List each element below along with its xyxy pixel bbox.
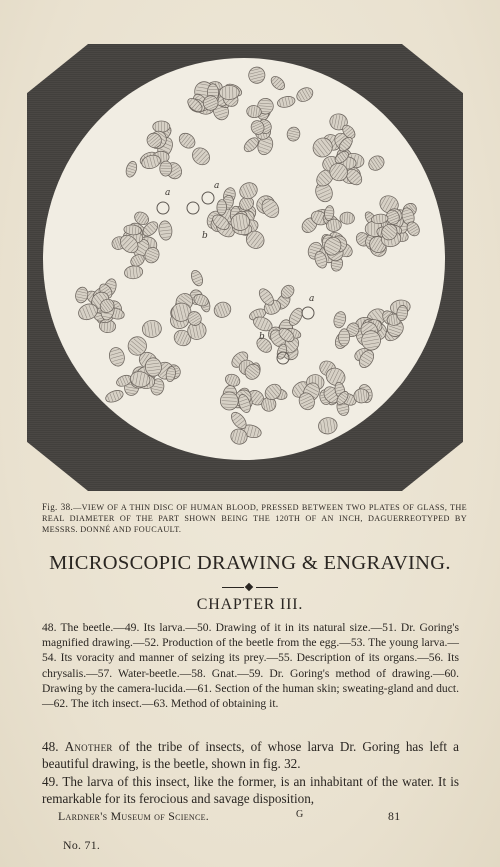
blood-cell: [366, 153, 387, 173]
blood-cell: [158, 220, 173, 240]
figure-caption-text: —VIEW OF A THIN DISC OF HUMAN BLOOD, PRESSED BETWEEN TWO PLATES OF GLASS, THE REAL DIAMETER OF THE PART SHOWN BEING THE 120TH OF AN INCH, DAGUERREOTYPED BY MESSRS. DONNÉ AND FOUCAULT.: [42, 503, 467, 534]
blood-cell: [340, 212, 355, 225]
blood-cell: [247, 65, 267, 85]
blood-cell: [153, 121, 170, 132]
figure-label-a1: a: [165, 188, 171, 198]
issue-number: No. 71.: [63, 838, 101, 852]
blood-cell: [286, 126, 301, 142]
figure-label-a2: a: [214, 181, 220, 191]
blood-cell: [276, 95, 296, 109]
page-number: 81: [388, 809, 401, 823]
synopsis-text: 48. The beetle.—49. Its larva.—50. Drawing of it in its natural size.—51. Dr. Goring's magnified drawing.—52. Production of the beetle from the egg.—53. The young larva.—54. Its voracity and manner of seizing its prey.—55. Description of its organs.—56. Its chrysalis.—57. Water-beetle.—58. Gnat.—59. Dr. Goring's method of drawing.—60. Drawing by the camera-lucida.—61. Section of the human skin; sweating-gland and duct.—62. The itch insect.—63. Method of obtaining it.: [42, 621, 459, 711]
body-text: [42, 738, 459, 807]
paragraph-48: [42, 738, 459, 773]
blood-cell: [224, 372, 242, 388]
blood-cell: [338, 329, 350, 347]
blood-cell: [176, 130, 198, 151]
ring-cell: [157, 202, 169, 214]
ring-cell: [187, 202, 199, 214]
blood-cell: [332, 310, 347, 329]
blood-cells-drawing: [43, 58, 445, 460]
blood-cell: [104, 388, 125, 404]
chapter-heading: CHAPTER III.: [196, 596, 304, 613]
blood-cell: [294, 85, 315, 104]
blood-cell: [220, 392, 239, 411]
ornament-divider: [222, 583, 278, 593]
figure-label-a3: a: [309, 294, 315, 304]
figure-caption: [42, 502, 467, 535]
blood-cell: [74, 286, 89, 304]
blood-disc-illustration: [43, 58, 445, 460]
blood-cell: [124, 265, 144, 280]
paragraph-49: [42, 773, 459, 808]
paragraph-number: 49.: [42, 773, 59, 789]
paragraph-text: of the tribe of insects, of whose larva Dr. Goring has left a beautiful drawing, is the beetle, shown in fig. 32.: [42, 739, 459, 772]
chapter-synopsis: [42, 620, 459, 711]
blood-cell: [269, 74, 287, 92]
blood-cell: [212, 300, 233, 320]
blood-cell: [124, 160, 138, 178]
footer-title: Lardner's Museum of Science.: [58, 809, 210, 823]
paragraph-number: 48.: [42, 739, 59, 754]
figure-label-b2: b: [259, 332, 265, 342]
blood-cell: [189, 269, 205, 288]
blood-cell: [141, 319, 162, 339]
figure-number: Fig. 38.: [42, 502, 74, 512]
blood-cell: [189, 144, 213, 168]
ring-cell: [302, 307, 314, 319]
paragraph-text: The larva of this insect, like the former, is an inhabitant of the water. It is remarkable for its ferocious and savage disposition,: [42, 773, 459, 806]
blood-cell: [219, 85, 239, 99]
blood-cell: [217, 199, 227, 215]
figure-label-b1: b: [202, 231, 208, 241]
running-head: MICROSCOPIC DRAWING & ENGRAVING.: [49, 552, 451, 574]
signature-mark: G: [296, 809, 304, 820]
blood-cell: [317, 416, 338, 435]
ring-cell: [202, 192, 214, 204]
blood-cell: [160, 161, 173, 176]
blood-cell: [237, 180, 260, 201]
paragraph-lead-word: Another: [64, 739, 113, 754]
blood-cell: [107, 346, 126, 368]
